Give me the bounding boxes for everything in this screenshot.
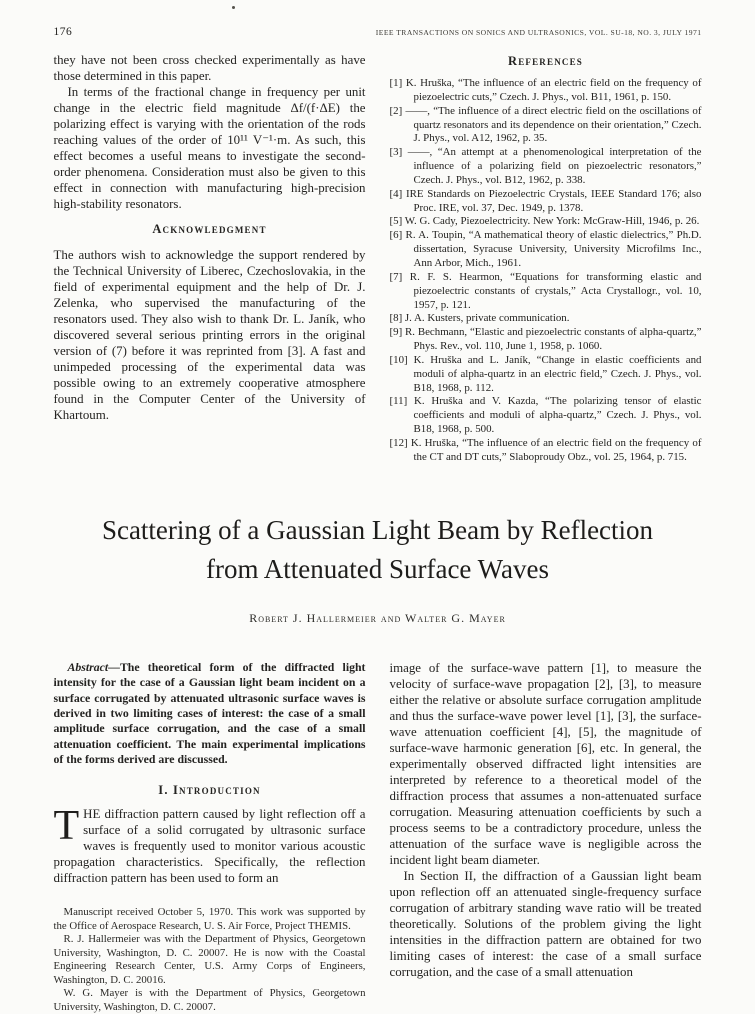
footnote-author2: W. G. Mayer is with the Department of Physics, Georgetown University, Washington, D. C. 20007.	[53, 987, 366, 1013]
reference-item: [4] IRE Standards on Piezoelectric Crystals, IEEE Standard 176; also Proc. IRE, vol. 37, Dec. 1949, p. 1378.	[389, 187, 702, 214]
reference-item: [2] ——, “The influence of a direct electric field on the oscillations of quartz resonators and its dependence on their orientation,” Czech. J. Phys., vol. A12, 1962, p. 35.	[389, 104, 702, 145]
reference-item: [10] K. Hruška and L. Janík, “Change in elastic coefficients and moduli of alpha-quartz in an electric field,” Czech. J. Phys., vol. B18, 1968, p. 112.	[389, 353, 702, 394]
footnote-manuscript: Manuscript received October 5, 1970. This work was supported by the Office of Aerospace Research, U. S. Air Force, Project THEMIS.	[53, 906, 366, 932]
top-right-column	[390, 52, 702, 465]
abstract	[54, 660, 366, 767]
footnote-author1: R. J. Hallermeier was with the Department of Physics, Georgetown University, Washington, D. C. 20007. He is now with the Coastal Engineering Research Center, U.S. Army Corps of Engineers, Washington, D. C. 20016.	[53, 933, 366, 986]
acknowledgment-paragraph: The authors wish to acknowledge the support rendered by the Technical University of Liberec, Czechoslovakia, in the field of experimental equipment and the help of Dr. J. Zelenka, who supervised the manufacturing of the resonators used. They also wish to thank Dr. L. Janík, who discovered several serious printing errors in the original version of (7) before it was reprinted from [3]. A fast and unimpeded processing of the experimental data was possible owing to an extremely cooperative atmosphere found in the Computer Center of the University of Khartoum.	[53, 247, 366, 422]
reference-item: [5] W. G. Cady, Piezoelectricity. New York: McGraw-Hill, 1946, p. 26.	[389, 215, 700, 228]
top-section	[54, 52, 702, 465]
acknowledgment-heading: Acknowledgment	[152, 222, 267, 236]
prev-article-paragraph: In terms of the fractional change in frequency per unit change in the electric field magnitude Δf/(f·ΔE) the polarizing effect is varying with the orientation of the rods reaching values of the order of 10¹¹ V⁻¹·m. As such, this effect becomes a useful means to investigate the second-order phenomena. Consideration must also be given to this effect in connection with manufacturing high-precision high-stability resonators.	[53, 85, 366, 211]
reference-list	[390, 77, 702, 465]
article-title-line1: Scattering of a Gaussian Light Beam by Reflection	[101, 514, 654, 545]
reference-item: [7] R. F. S. Hearmon, “Equations for transforming elastic and piezoelectric constants of crystals,” Acta Crystallogr., vol. 10, 1957, p. 121.	[389, 270, 702, 311]
body-paragraph: image of the surface-wave pattern [1], to measure the velocity of surface-wave propagation [2], [3], to measure either the relative or absolute surface corrugation amplitude and thus the surface-wave power level [1], [3], the surface-wave attenuation coefficient [4], [5], the magnitude of surface-wave harmonic generation [6], etc. In general, the experimentally observed diffracted light intensities are interpreted by reference to a theoretical model of the diffraction process that assumes a non-attenuated surface corrugation. Measuring attenuation coefficients by such a process seems to be a contradictory procedure, unless the attenuation of the surface wave is negligible across the incident light beam diameter.	[389, 660, 702, 867]
reference-item: [12] K. Hruška, “The influence of an electric field on the frequency of the CT and DT cuts,” Slaboproudy Obz., vol. 25, 1964, p. 715.	[389, 436, 702, 463]
reference-item: [6] R. A. Toupin, “A mathematical theory of elastic dielectrics,” Ph.D. dissertation, Syracuse University, University Microfilms Inc., Ann Arbor, Mich., 1961.	[389, 229, 702, 269]
references-heading: References	[507, 54, 584, 68]
author-footnotes	[54, 906, 366, 1014]
running-header	[54, 26, 702, 38]
prev-article-paragraph: they have not been cross checked experimentally as have those determined in this paper.	[53, 53, 366, 83]
abstract-label: Abstract—	[67, 659, 120, 674]
reference-item: [8] J. A. Kusters, private communication.	[389, 312, 570, 325]
top-left-column	[54, 52, 366, 465]
article-authors: Robert J. Hallermeier and Walter G. Mayer	[249, 610, 506, 625]
page-number: 176	[53, 26, 73, 38]
article-left-column	[54, 660, 366, 1014]
reference-item: [11] K. Hruška and V. Kazda, “The polarizing tensor of elastic coefficients and moduli of alpha-quartz,” Czech. J. Phys., vol. B18, 1968, p. 500.	[389, 395, 702, 436]
reference-item: [9] R. Bechmann, “Elastic and piezoelectric constants of alpha-quartz,” Phys. Rev., vol. 110, June 1, 1958, p. 1060.	[389, 326, 702, 353]
journal-running-title: IEEE TRANSACTIONS ON SONICS AND ULTRASONICS, VOL. SU-18, NO. 3, JULY 1971	[375, 28, 702, 37]
article-body-section	[54, 660, 702, 1014]
article-title	[54, 511, 702, 589]
article-title-line2: from Attenuated Surface Waves	[206, 553, 549, 584]
introduction-paragraph	[53, 803, 366, 886]
reference-item: [1] K. Hruška, “The influence of an electric field on the frequency of piezoelectric cuts,” Czech. J. Phys., vol. B11, 1961, p. 150.	[389, 77, 702, 103]
reference-item: [3] ——, “An attempt at a phenomenological interpretation of the influence of a polarizing field on piezoelectric resonators,” Czech. J. Phys., vol. B12, 1962, p. 338.	[389, 146, 702, 186]
introduction-heading: I. Introduction	[158, 783, 261, 798]
introduction-text: HE diffraction pattern caused by light reflection off a surface of a solid corrugated by ultrasonic surface waves is frequently used to monitor various acoustic propagation characteristics. Specifically, the reflection diffraction pattern has been used to form an	[53, 807, 366, 886]
article-header	[54, 511, 702, 626]
dropcap-letter: T	[53, 803, 80, 850]
article-right-column	[390, 660, 702, 1014]
abstract-text: The theoretical form of the diffracted light intensity for the case of a Gaussian light beam incident on a surface corrugated by attenuated ultrasonic surface waves is derived in two limiting cases of interest: the case of a small amplitude surface corrugation, and the case of a small attenuation coefficient. The main experimental implications of the forms derived are discussed.	[53, 659, 366, 766]
body-paragraph: In Section II, the diffraction of a Gaussian light beam upon reflection off an attenuated single-frequency surface corrugation of arbitrary standing wave ratio will be treated theoretically. Solutions of the problem giving the light intensities in the diffraction pattern are obtained for two limiting cases of interest: the case of a small surface corrugation, and the case of a small attenuation	[389, 868, 702, 979]
journal-page	[54, 0, 702, 1014]
